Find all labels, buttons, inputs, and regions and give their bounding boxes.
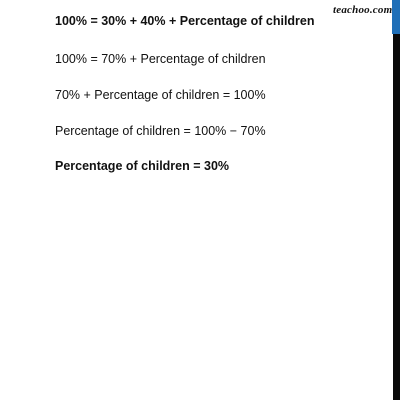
equation-line-1: 100% = 30% + 40% + Percentage of children: [55, 14, 315, 28]
slide-edge-bar: [393, 0, 400, 400]
equation-result-line: Percentage of children = 30%: [55, 159, 230, 173]
equation-line-3: 70% + Percentage of children = 100%: [55, 88, 266, 102]
teachoo-watermark: teachoo.com: [333, 4, 393, 16]
equation-line-2: 100% = 70% + Percentage of children: [55, 52, 266, 66]
slide-edge-accent: [392, 0, 400, 34]
equation-line-4: Percentage of children = 100% − 70%: [55, 124, 266, 138]
